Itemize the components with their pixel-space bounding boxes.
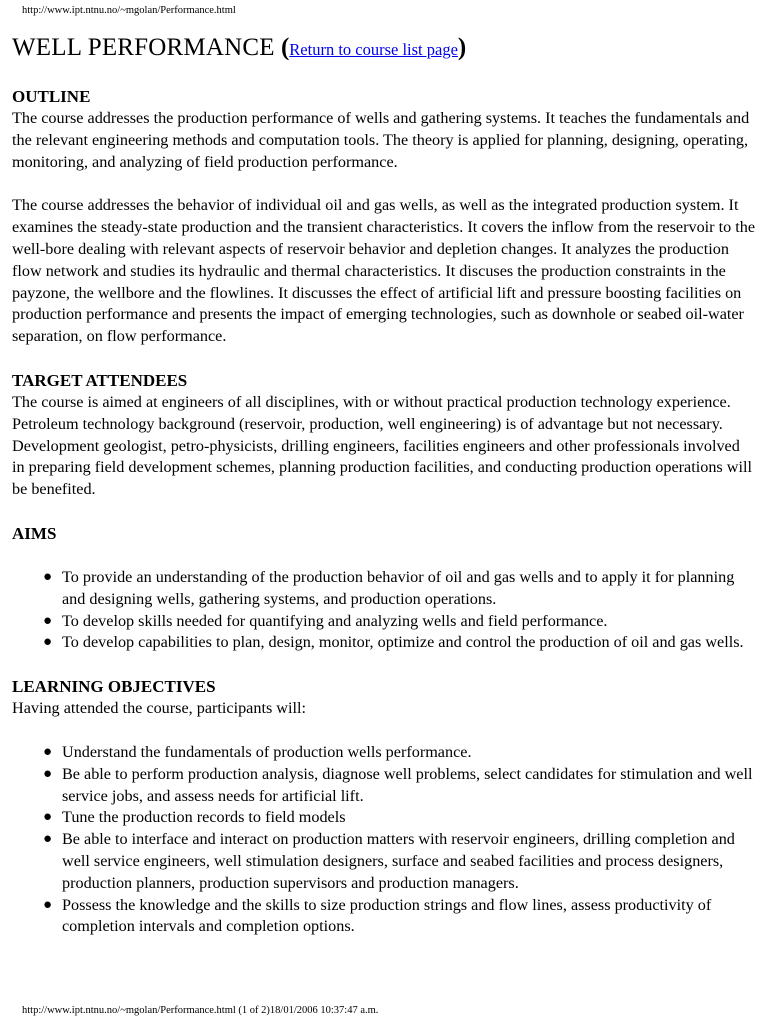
bullet-icon: ● bbox=[43, 765, 53, 782]
aims-list bbox=[12, 567, 756, 654]
bullet-icon: ● bbox=[43, 612, 53, 629]
spacer bbox=[12, 654, 756, 676]
paren-close: ) bbox=[457, 34, 467, 61]
bullet-icon: ● bbox=[43, 896, 53, 913]
aims-list-item bbox=[43, 632, 756, 654]
bullet-icon: ● bbox=[43, 634, 53, 651]
aims-item-text: To develop skills needed for quantifying and analyzing wells and field performance. bbox=[62, 611, 608, 630]
objectives-list-item bbox=[43, 829, 756, 894]
learning-objectives-intro: Having attended the course, participants will: bbox=[12, 699, 306, 718]
bullet-icon: ● bbox=[43, 568, 53, 585]
learning-objectives-heading: LEARNING OBJECTIVES bbox=[12, 677, 216, 697]
objective-item-text: Be able to interface and interact on production matters with reservoir engineers, drilling completion and well service engineers, well stimulation designers, surface and seabed facilities and process designers, production planners, production supervisors and production managers. bbox=[62, 830, 735, 892]
objective-item-text: Possess the knowledge and the skills to size production strings and flow lines, assess productivity of completion intervals and completion options. bbox=[62, 895, 712, 936]
bullet-icon: ● bbox=[43, 809, 53, 826]
objective-item-text: Tune the production records to field models bbox=[62, 808, 346, 827]
aims-item-text: To provide an understanding of the production behavior of oil and gas wells and to apply it for planning and designing wells, gathering systems, and production operations. bbox=[62, 567, 735, 608]
print-footer-url: http://www.ipt.ntnu.no/~mgolan/Performance.html (1 of 2)18/01/2006 10:37:47 a.m. bbox=[22, 1005, 379, 1016]
learning-objectives-list bbox=[12, 742, 756, 938]
objective-item-text: Understand the fundamentals of production wells performance. bbox=[62, 742, 472, 761]
objectives-list-item bbox=[43, 807, 756, 829]
spacer bbox=[12, 501, 756, 523]
objectives-list-item bbox=[43, 742, 756, 764]
objective-item-text: Be able to perform production analysis, diagnose well problems, select candidates for stimulation and well service jobs, and assess needs for artificial lift. bbox=[62, 764, 753, 805]
document-content bbox=[12, 86, 756, 938]
target-attendees-section bbox=[12, 370, 756, 501]
aims-list-item bbox=[43, 567, 756, 611]
page-title: WELL PERFORMANCE bbox=[12, 34, 275, 61]
spacer bbox=[12, 173, 756, 195]
objectives-list-item bbox=[43, 895, 756, 939]
aims-section bbox=[12, 523, 756, 654]
spacer bbox=[12, 545, 756, 567]
outline-paragraph-2: The course addresses the behavior of individual oil and gas wells, as well as the integrated production system. It examines the steady-state production and the transient characteristics. It covers the inflow from the reservoir to the well-bore dealing with relevant aspects of reservoir behavior and depletion changes. It analyzes the production flow network and studies its hydraulic and thermal characteristics. It discuses the production constraints in the payzone, the wellbore and the flowlines. It discusses the effect of artificial lift and pressure boosting facilities on production performance and presents the impact of emerging technologies, such as downhole or seabed oil-water separation, on flow performance. bbox=[12, 196, 756, 346]
outline-heading: OUTLINE bbox=[12, 87, 91, 106]
return-to-course-list-link[interactable]: Return to course list page bbox=[289, 40, 458, 59]
paren-open: ( bbox=[280, 34, 290, 61]
aims-item-text: To develop capabilities to plan, design, monitor, optimize and control the production of oil and gas wells. bbox=[62, 633, 744, 652]
title-row bbox=[12, 32, 466, 66]
outline-section bbox=[12, 86, 756, 348]
spacer bbox=[12, 348, 756, 370]
print-header-url: http://www.ipt.ntnu.no/~mgolan/Performance.html bbox=[22, 5, 236, 16]
aims-heading: AIMS bbox=[12, 523, 57, 543]
target-attendees-heading: TARGET ATTENDEES bbox=[12, 370, 188, 390]
spacer bbox=[12, 720, 756, 742]
objectives-list-item bbox=[43, 764, 756, 808]
target-attendees-paragraph: The course is aimed at engineers of all disciplines, with or without practical production technology experience. Petroleum technology background (reservoir, production, well engineering) is of advantage but not necessary. Development geologist, petro-physicists, drilling engineers, facilities engineers and other professionals involved in preparing field development schemes, planning production facilities, and conducting production operations will be benefited. bbox=[12, 392, 752, 499]
aims-list-item bbox=[43, 611, 756, 633]
learning-objectives-section bbox=[12, 676, 756, 938]
bullet-icon: ● bbox=[43, 743, 53, 760]
bullet-icon: ● bbox=[43, 831, 53, 848]
outline-paragraph-1: The course addresses the production performance of wells and gathering systems. It teaches the fundamentals and the relevant engineering methods and computation tools. The theory is applied for planning, designing, operating, monitoring, and analyzing of field production performance. bbox=[12, 109, 750, 171]
